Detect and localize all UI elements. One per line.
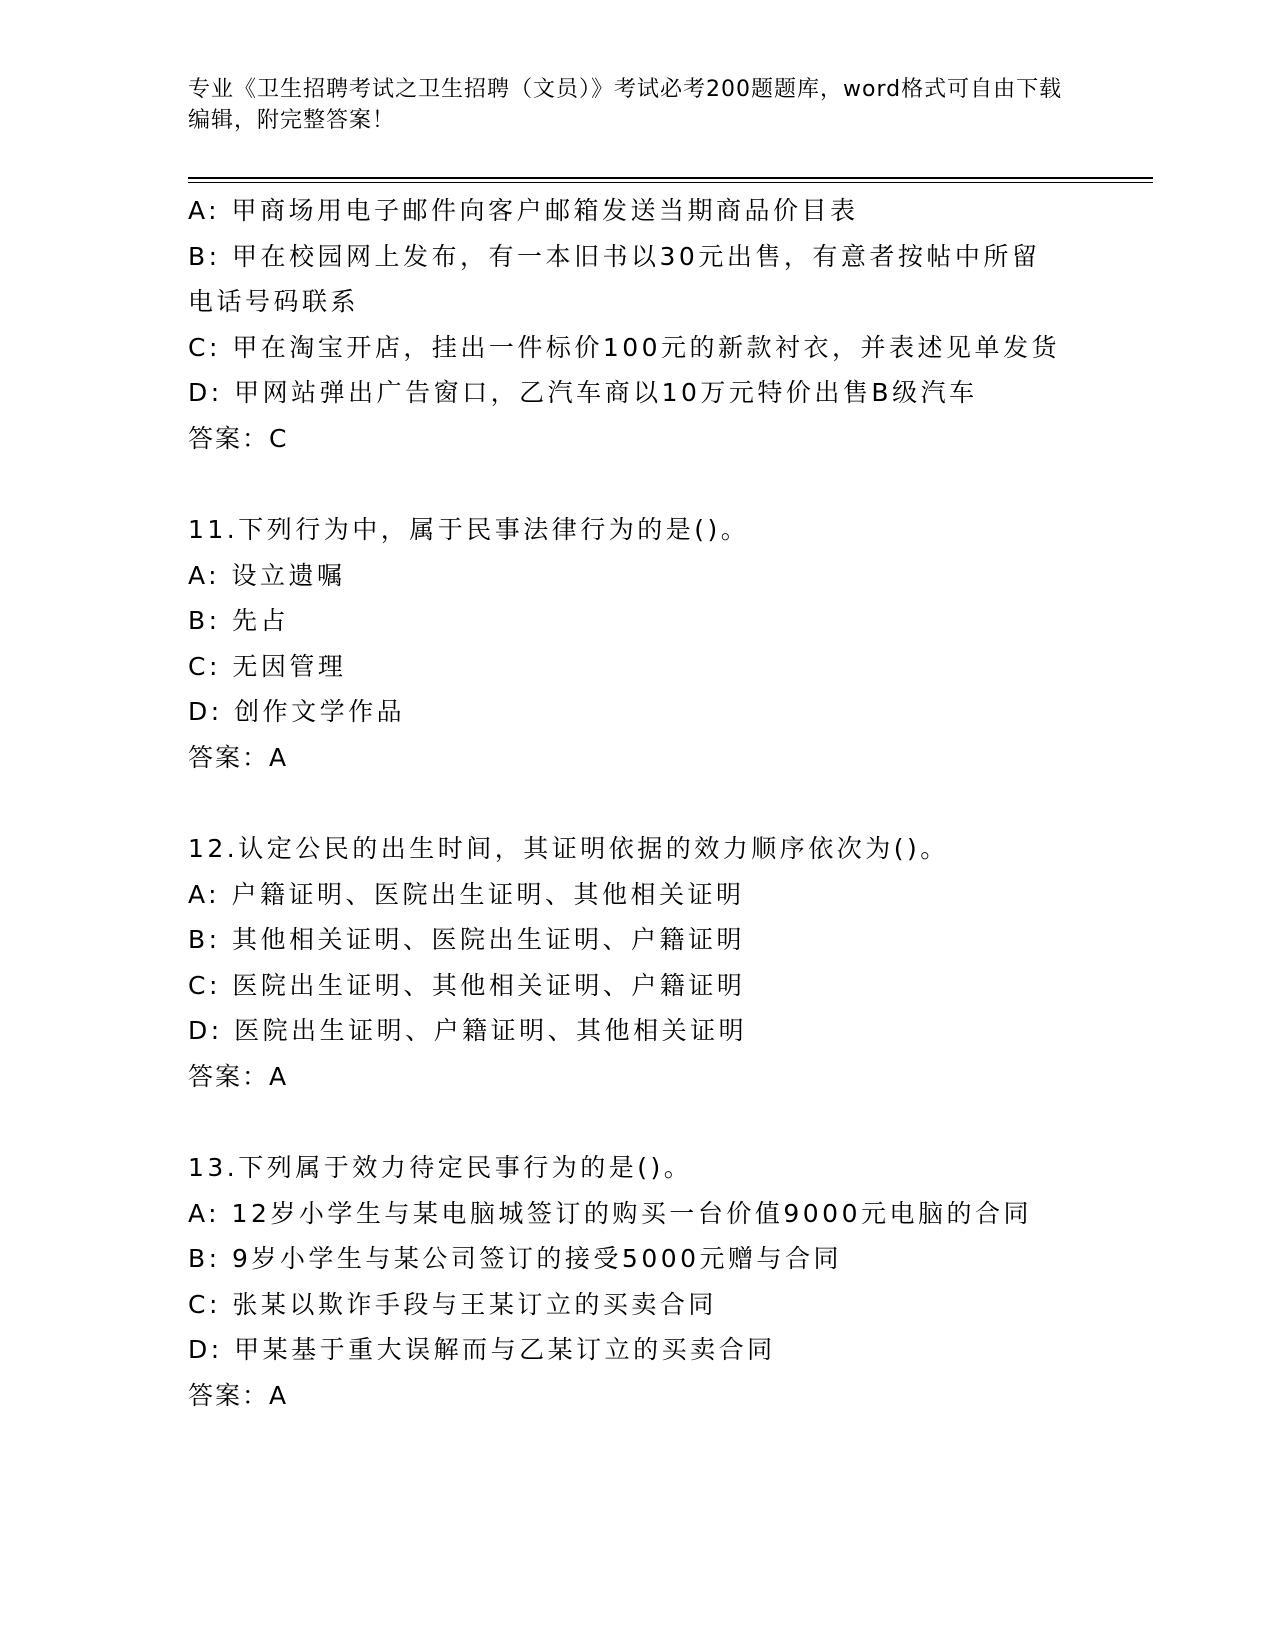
option-b: B: 其他相关证明、医院出生证明、户籍证明 [188, 925, 746, 954]
header-divider-thin [188, 182, 1153, 183]
answer: 答案：C [188, 423, 289, 453]
option-a: A: 12岁小学生与某电脑城签订的购买一台价值9000元电脑的合同 [188, 1198, 1032, 1228]
option-d: D: 创作文学作品 [188, 697, 406, 726]
option-a: A: 设立遗嘱 [188, 560, 346, 590]
document-header: 专业《卫生招聘考试之卫生招聘（文员）》考试必考200题题库，word格式可自由下载编辑，附完整答案！ [188, 77, 1063, 133]
answer: 答案：A [188, 1380, 289, 1410]
option-c: C: 无因管理 [188, 651, 347, 681]
question-10 [188, 188, 1088, 461]
answer: 答案：A [188, 742, 289, 772]
question-text: 13.下列属于效力待定民事行为的是()。 [188, 1153, 693, 1182]
question-12 [188, 826, 1088, 1099]
answer: 答案：A [188, 1061, 289, 1091]
option-b: B: 9岁小学生与某公司签订的接受5000元赠与合同 [188, 1244, 843, 1273]
question-11 [188, 507, 1088, 780]
question-13 [188, 1145, 1088, 1418]
option-b: B: 甲在校园网上发布，有一本旧书以30元出售，有意者按帖中所留电话号码联系 [188, 241, 1041, 316]
spacer [188, 1099, 1088, 1145]
spacer [188, 461, 1088, 507]
question-text: 11.下列行为中，属于民事法律行为的是()。 [188, 515, 750, 544]
option-a: A: 甲商场用电子邮件向客户邮箱发送当期商品价目表 [188, 196, 859, 225]
option-c: C: 张某以欺诈手段与王某订立的买卖合同 [188, 1289, 717, 1319]
option-a: A: 户籍证明、医院出生证明、其他相关证明 [188, 879, 745, 909]
option-d: D: 甲某基于重大误解而与乙某订立的买卖合同 [188, 1335, 776, 1364]
question-text: 12.认定公民的出生时间，其证明依据的效力顺序依次为()。 [188, 834, 949, 863]
option-d: D: 医院出生证明、户籍证明、其他相关证明 [188, 1016, 748, 1045]
option-c: C: 甲在淘宝开店，挂出一件标价100元的新款衬衣，并表述见单发货 [188, 332, 1061, 362]
option-b: B: 先占 [188, 606, 290, 635]
spacer [188, 780, 1088, 826]
option-d: D: 甲网站弹出广告窗口，乙汽车商以10万元特价出售B级汽车 [188, 378, 978, 407]
header-divider-thick [188, 177, 1153, 179]
question-list [188, 188, 1088, 1418]
option-c: C: 医院出生证明、其他相关证明、户籍证明 [188, 970, 746, 1000]
